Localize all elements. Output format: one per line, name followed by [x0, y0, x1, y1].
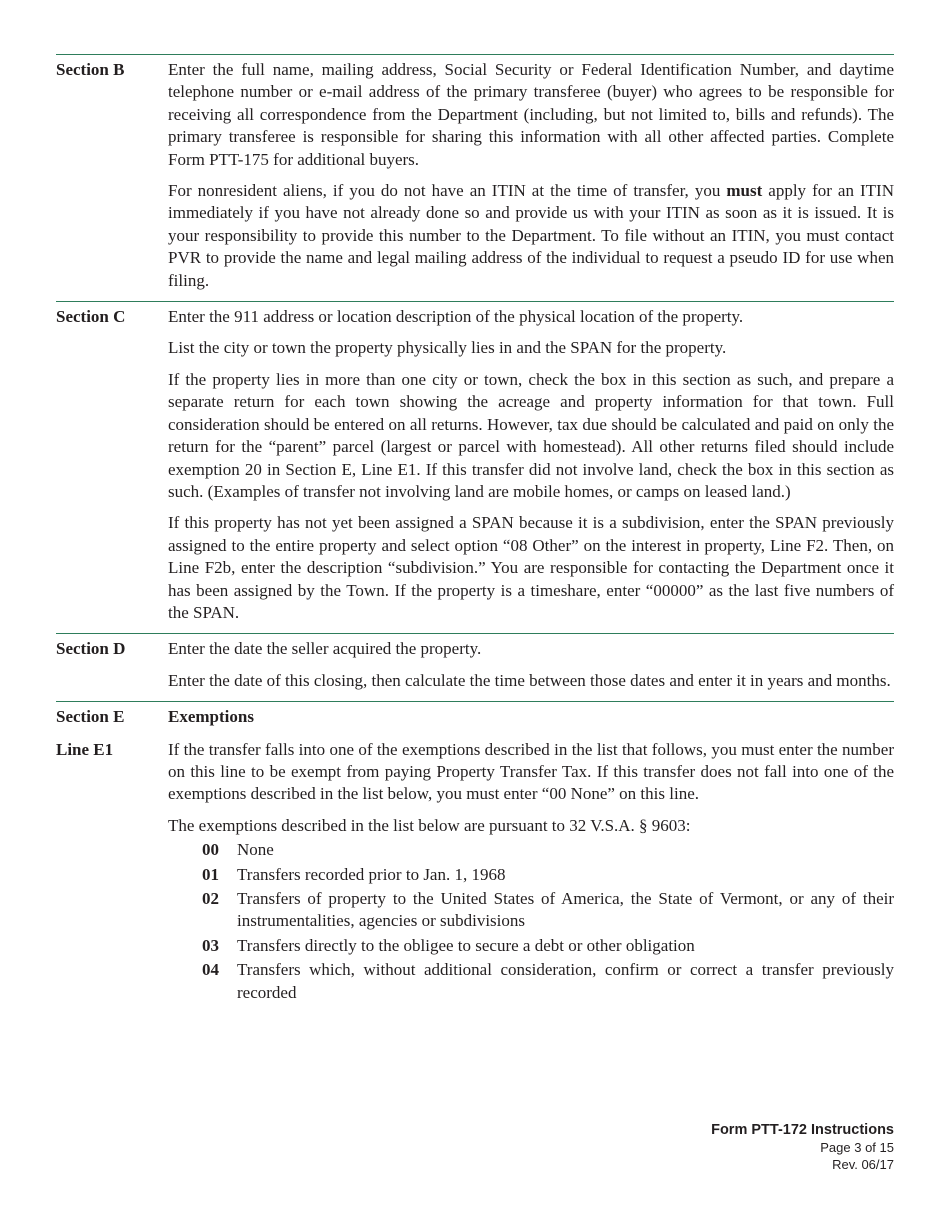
section-c-label: Section C [56, 307, 126, 327]
exemption-text: Transfers of property to the United States of America, the State of Vermont, or any of their instrumentalities, agencies or subdivisions [237, 889, 894, 931]
section-b-paragraph-1: Enter the full name, mailing address, Social Security or Federal Identification Number, and daytime telephone number or e-mail address of the primary transferee (buyer) who agrees to be responsible for receiving all correspondence from the Department (including, but not limited to, bills and refunds). The primary transferee is responsible for sharing this information with all other affected parties. Complete Form PTT-175 for additional buyers. [168, 60, 894, 169]
line-e1-paragraph-2: The exemptions described in the list below are pursuant to 32 V.S.A. § 9603: [168, 815, 691, 835]
section-e-header-row [56, 706, 894, 738]
section-b [56, 54, 894, 301]
exemption-text: None [237, 840, 274, 860]
exemption-text: Transfers which, without additional consideration, confirm or correct a transfer previously recorded [237, 960, 894, 1002]
exemption-text: Transfers directly to the obligee to secure a debt or other obligation [237, 935, 695, 955]
section-b-label: Section B [56, 60, 125, 79]
section-c-paragraph-2: List the city or town the property physically lies in and the SPAN for the property. [168, 338, 727, 358]
exemption-item [202, 839, 894, 861]
exemption-code: 02 [202, 889, 219, 908]
exemption-item [202, 888, 894, 933]
section-b-p2-text-after: apply for an ITIN immediately if you have not already done so and provide us with your ITIN as soon as it is issued. It is your responsibility to provide this number to the Department. To file without an ITIN, you must contact PVR to provide the name and legal mailing address of the individual to request a pseudo ID for use when filing. [168, 181, 894, 290]
section-e-label: Section E [56, 707, 125, 727]
section-c-body [168, 306, 894, 633]
section-d-paragraph-2: Enter the date of this closing, then calculate the time between those dates and enter it in years and months. [168, 670, 891, 690]
section-e [56, 701, 894, 1006]
section-d [56, 633, 894, 701]
exemption-item [202, 864, 894, 886]
section-d-label: Section D [56, 639, 126, 659]
section-c [56, 301, 894, 633]
section-b-paragraph-2 [168, 180, 894, 292]
exemption-code: 00 [202, 840, 219, 860]
section-b-p2-emphasis: must [726, 181, 763, 201]
section-b-p2-text-before: For nonresident aliens, if you do not have an ITIN at the time of transfer, you [168, 181, 727, 201]
section-c-paragraph-3: If the property lies in more than one city or town, check the box in this section as such, and prepare a separate return for each town showing the acreage and property information for that town. Full consideration should be entered on all returns. However, tax due should be calculated and paid on only the return for the “parent” parcel (largest or parcel with homestead). All other returns filed should include exemption 20 in Section E, Line E1. If this transfer did not involve land, check the box in this section as such. (Examples of transfer not involving land are mobile homes, or camps on leased land.) [168, 369, 894, 501]
exemption-text: Transfers recorded prior to Jan. 1, 1968 [237, 864, 506, 884]
exemption-item [202, 959, 894, 1004]
section-e-heading: Exemptions [168, 707, 254, 727]
line-e1-paragraph-1: If the transfer falls into one of the exemptions described in the list that follows, you must enter the number on this line to be exempt from paying Property Transfer Tax. If this transfer does not fall into one of the exemptions described in the list below, you must enter “00 None” on this line. [168, 739, 894, 804]
exemption-code: 04 [202, 960, 219, 980]
section-d-paragraph-1: Enter the date the seller acquired the property. [168, 639, 482, 659]
exemption-code: 01 [202, 864, 219, 884]
instructions-content [56, 54, 894, 1006]
page-footer [711, 1121, 894, 1173]
section-c-paragraph-1: Enter the 911 address or location description of the physical location of the property. [168, 307, 744, 327]
exemption-code: 03 [202, 935, 219, 955]
footer-form-title: Form PTT-172 Instructions [711, 1122, 894, 1138]
line-e1-body [168, 739, 894, 1006]
footer-revision: Rev. 06/17 [832, 1157, 894, 1172]
section-d-body [168, 638, 894, 701]
section-c-paragraph-4: If this property has not yet been assigned a SPAN because it is a subdivision, enter the SPAN previously assigned to the entire property and select option “08 Other” on the interest in property, Line F2. Then, on Line F2b, enter the description “subdivision.” You are responsible for contacting the Department once it has been assigned by the Town. If the property is a timeshare, enter “00000” as the last five numbers of the SPAN. [168, 513, 894, 622]
footer-page-number: Page 3 of 15 [820, 1140, 894, 1155]
line-e1-label: Line E1 [56, 739, 114, 759]
section-b-body [168, 59, 894, 301]
line-e1-row [56, 739, 894, 1006]
exemption-item [202, 935, 894, 957]
exemption-list [202, 839, 894, 1004]
